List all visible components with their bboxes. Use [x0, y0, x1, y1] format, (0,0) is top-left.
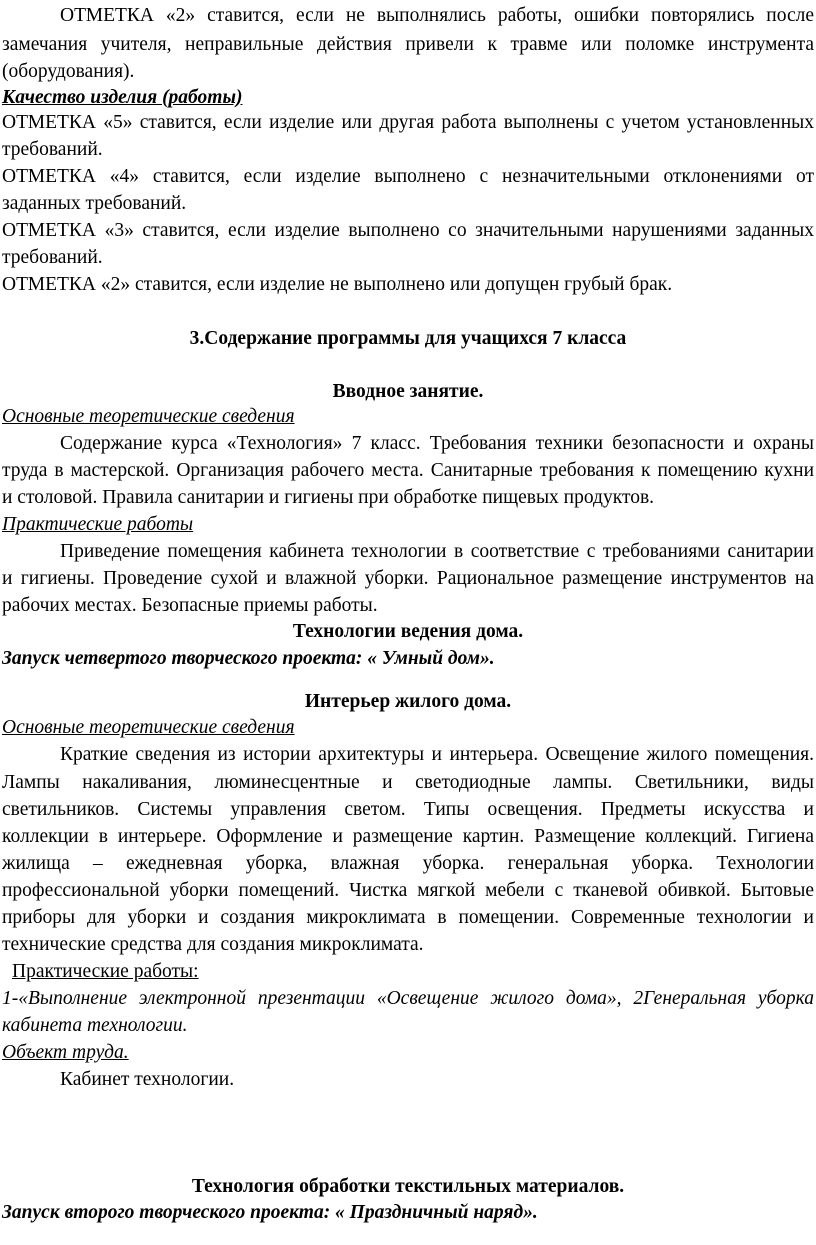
paragraph-line: ОТМЕТКА «2» ставится, если не выполнялись работы, ошибки повторялись после: [60, 5, 814, 26]
paragraph-line: и гигиены. Проведение сухой и влажной уборки. Рациональное размещение инструментов на: [2, 568, 814, 589]
subsection-title: Интерьер жилого дома.: [304, 691, 512, 712]
section-heading-quality: Качество изделия (работы): [2, 87, 243, 108]
paragraph-line: светильников. Системы управления светом. Типы освещения. Предметы искусства и: [2, 799, 814, 820]
paragraph-line: Содержание курса «Технология» 7 класс. Требования техники безопасности и охраны: [60, 433, 814, 454]
paragraph-line: жилища – ежедневная уборка, влажная уборка. генеральная уборка. Технологии: [2, 853, 814, 874]
paragraph-line: коллекции в интерьере. Оформление и размещение картин. Размещение коллекций. Гигиена: [2, 826, 814, 847]
paragraph-line: Лампы накаливания, люминесцентные и светодиодные лампы. Светильники, виды: [2, 772, 814, 793]
subheading-theory: Основные теоретические сведения: [2, 406, 295, 427]
paragraph-line: замечания учителя, неправильные действия привели к травме или поломке инструмента: [2, 34, 814, 55]
project-launch: Запуск второго творческого проекта: « Праздничный наряд».: [2, 1202, 538, 1223]
paragraph-line: Приведение помещения кабинета технологии в соответствие с требованиями санитарии: [60, 541, 814, 562]
subheading-practice: Практические работы:: [12, 961, 199, 982]
paragraph-line: труда в мастерской. Организация рабочего места. Санитарные требования к помещению кухни: [2, 460, 814, 481]
paragraph-line: ОТМЕТКА «4» ставится, если изделие выполнено с незначительными отклонениями от: [2, 166, 814, 187]
paragraph-line: ОТМЕТКА «2» ставится, если изделие не выполнено или допущен грубый брак.: [2, 274, 673, 295]
paragraph-line: заданных требований.: [2, 193, 187, 214]
practice-item: кабинета технологии.: [2, 1015, 188, 1036]
paragraph-line: требований.: [2, 247, 103, 268]
paragraph-line: приборы для уборки и создания микроклимата в помещении. Современные технологии и: [2, 907, 814, 928]
paragraph-line: профессиональной уборки помещений. Чистка мягкой мебели с тканевой обивкой. Бытовые: [2, 880, 814, 901]
paragraph-line: ОТМЕТКА «5» ставится, если изделие или другая работа выполнены с учетом установленных: [2, 112, 814, 133]
practice-item: 1-«Выполнение электронной презентации «Освещение жилого дома», 2Генеральная уборка: [2, 988, 814, 1009]
subheading-theory: Основные теоретические сведения: [2, 717, 295, 738]
paragraph-line: технические средства для создания микроклимата.: [2, 934, 424, 955]
subsection-title: Технология обработки текстильных материалов.: [191, 1176, 625, 1197]
subsection-title: Вводное занятие.: [332, 381, 484, 402]
project-launch: Запуск четвертого творческого проекта: « Умный дом».: [2, 648, 495, 669]
paragraph-line: и столовой. Правила санитарии и гигиены при обработке пищевых продуктов.: [2, 487, 655, 508]
subheading-object: Объект труда.: [2, 1042, 129, 1063]
paragraph-line: ОТМЕТКА «3» ставится, если изделие выполнено со значительными нарушениями заданных: [2, 220, 814, 241]
paragraph-line: требований.: [2, 139, 103, 160]
paragraph-line: рабочих местах. Безопасные приемы работы.: [2, 595, 378, 616]
paragraph-line: Краткие сведения из истории архитектуры и интерьера. Освещение жилого помещения.: [60, 744, 814, 765]
subsection-title: Технологии ведения дома.: [292, 621, 524, 642]
paragraph-line: (оборудования).: [2, 61, 135, 82]
section-title: 3.Содержание программы для учащихся 7 класса: [189, 328, 627, 349]
paragraph-line: Кабинет технологии.: [60, 1069, 235, 1090]
subheading-practice: Практические работы: [2, 514, 194, 535]
